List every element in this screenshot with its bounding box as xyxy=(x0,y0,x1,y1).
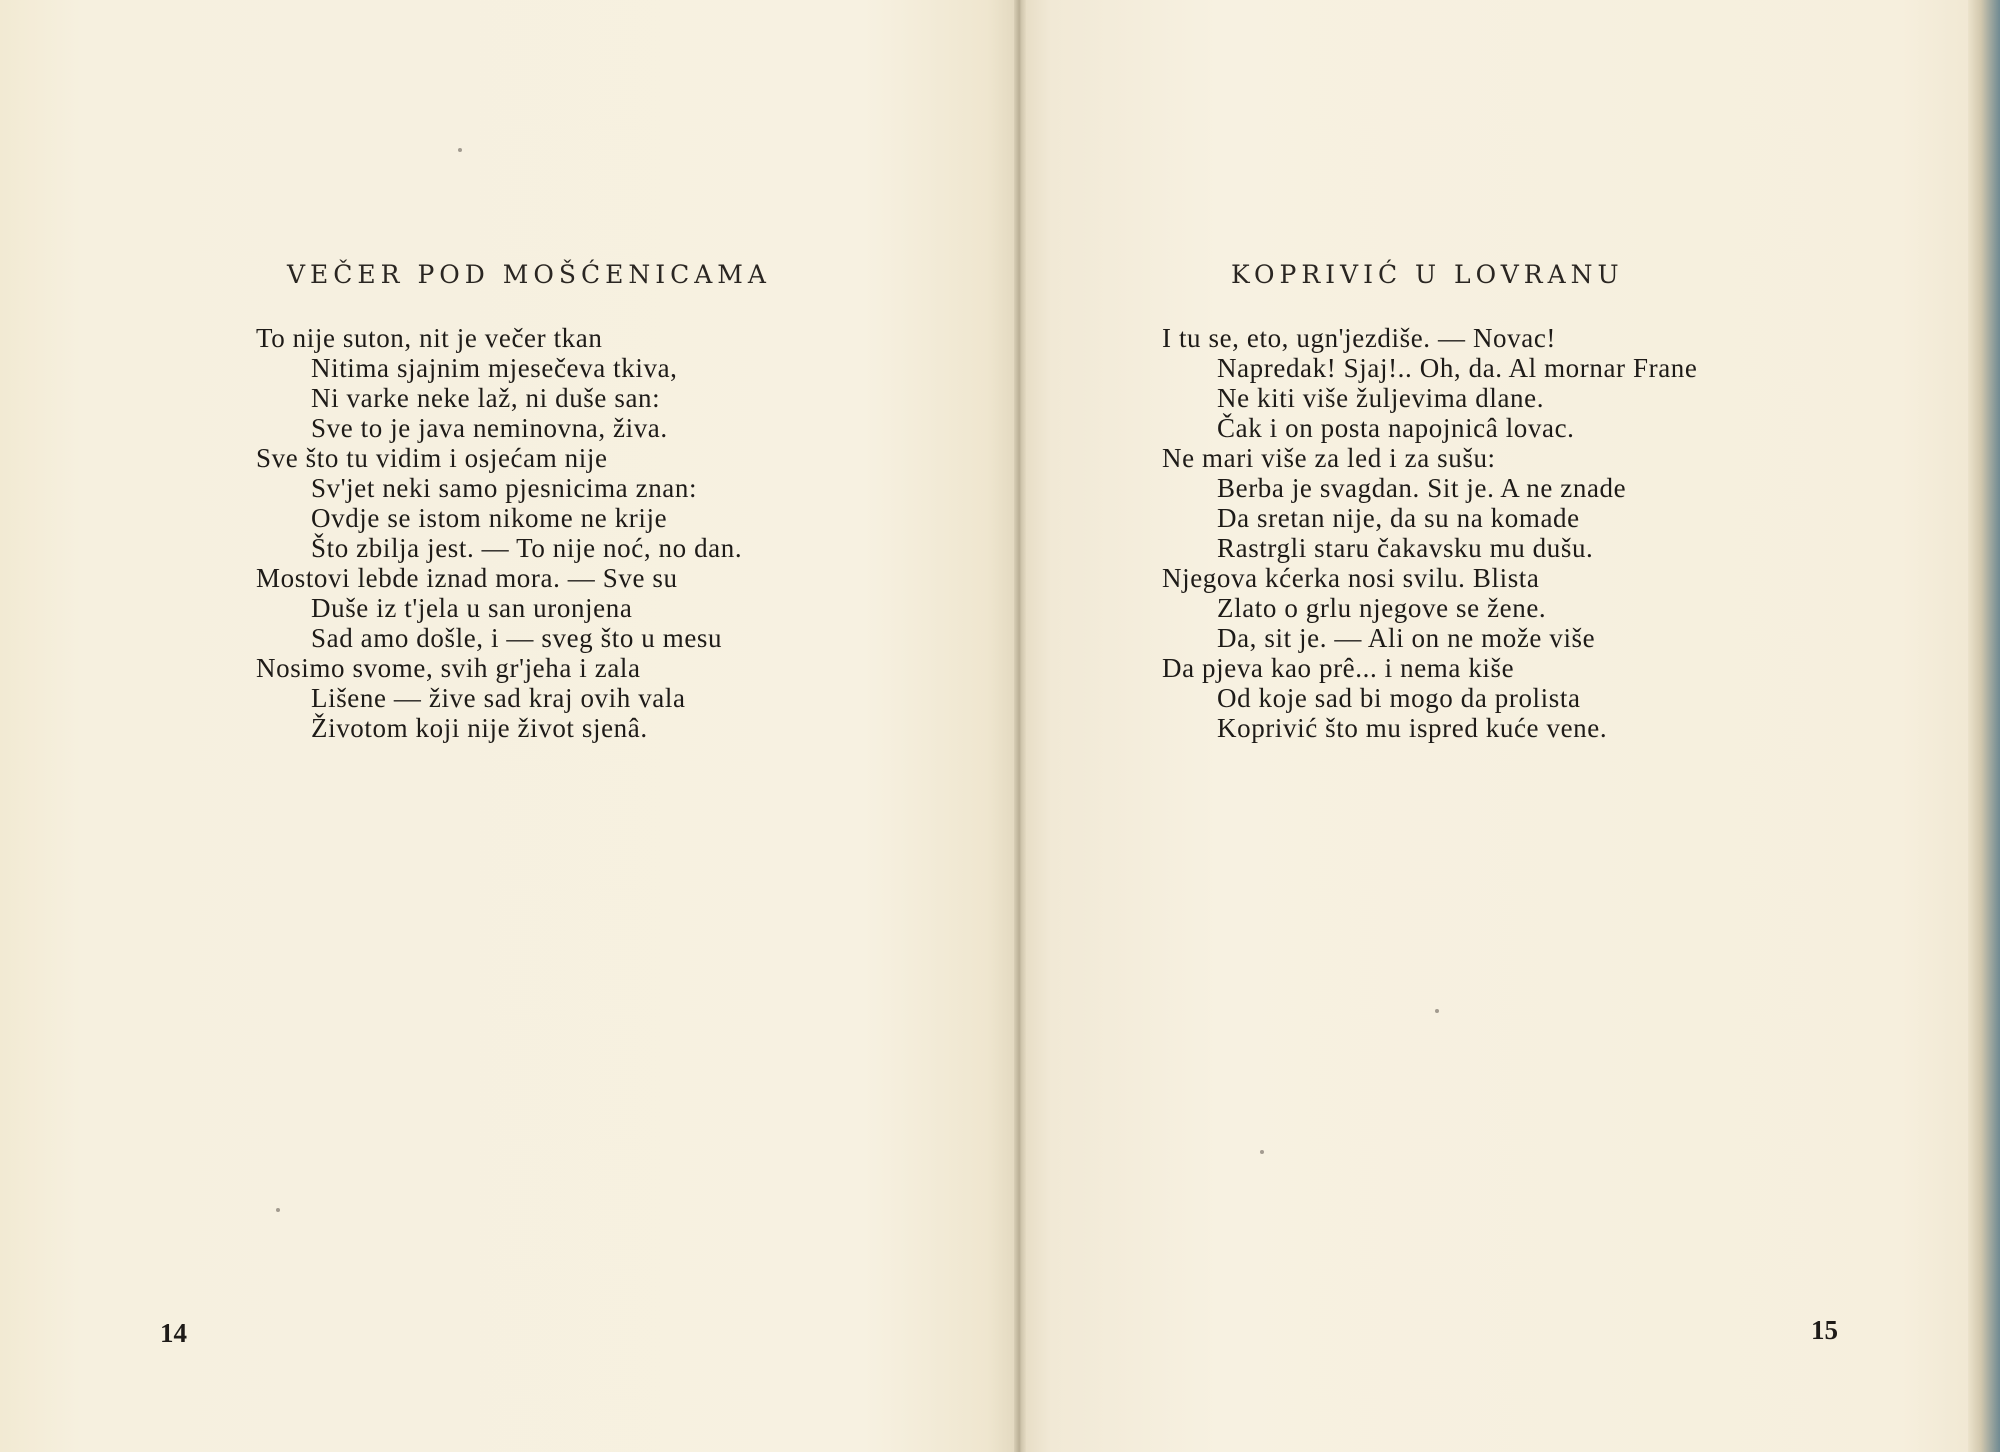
paper-speck xyxy=(1435,1009,1439,1013)
left-page-number: 14 xyxy=(160,1318,187,1348)
poem-line: Od koje sad bi mogo da prolista xyxy=(1217,683,1581,713)
poem-line: Da, sit je. — Ali on ne može više xyxy=(1217,623,1596,653)
poem-line: I tu se, eto, ugn'jezdiše. — Novac! xyxy=(1162,323,1557,353)
poem-line: Njegova kćerka nosi svilu. Blista xyxy=(1162,563,1540,593)
page-edge-shadow xyxy=(1968,0,2000,1452)
book-gutter xyxy=(1014,0,1026,1452)
poem-line: To nije suton, nit je večer tkan xyxy=(256,323,603,353)
right-page-number: 15 xyxy=(1811,1315,1838,1345)
poem-line: Sve što tu vidim i osjećam nije xyxy=(256,443,608,473)
poem-line: Što zbilja jest. — To nije noć, no dan. xyxy=(311,533,743,563)
paper-speck xyxy=(1260,1150,1264,1154)
poem-line: Sv'jet neki samo pjesnicima znan: xyxy=(311,473,698,503)
poem-line: Da pjeva kao prê... i nema kiše xyxy=(1162,653,1515,683)
poem-line: Zlato o grlu njegove se žene. xyxy=(1217,593,1547,623)
poem-line: Sad amo došle, i — sveg što u mesu xyxy=(311,623,723,653)
poem-line: Čak i on posta napojnicâ lovac. xyxy=(1217,413,1575,443)
right-page xyxy=(1022,0,2000,1452)
poem-line: Koprivić što mu ispred kuće vene. xyxy=(1217,713,1608,743)
poem-line: Sve to je java neminovna, živa. xyxy=(311,413,668,443)
poem-line: Berba je svagdan. Sit je. A ne znade xyxy=(1217,473,1627,503)
poem-line: Mostovi lebde iznad mora. — Sve su xyxy=(256,563,678,593)
poem-line: Napredak! Sjaj!.. Oh, da. Al mornar Frane xyxy=(1217,353,1698,383)
right-poem-body xyxy=(1162,323,1697,743)
poem-line: Ne kiti više žuljevima dlane. xyxy=(1217,383,1545,413)
poem-line: Ovdje se istom nikome ne krije xyxy=(311,503,668,533)
paper-speck xyxy=(458,148,462,152)
poem-line: Ne mari više za led i za sušu: xyxy=(1162,443,1496,473)
poem-line: Ni varke neke laž, ni duše san: xyxy=(311,383,661,413)
poem-line: Životom koji nije život sjenâ. xyxy=(311,713,648,743)
poem-line: Nitima sjajnim mjesečeva tkiva, xyxy=(311,353,678,383)
left-poem-body xyxy=(256,323,742,743)
poem-line: Lišene — žive sad kraj ovih vala xyxy=(311,683,686,713)
paper-speck xyxy=(276,1208,280,1212)
right-poem-title: KOPRIVIĆ U LOVRANU xyxy=(1231,260,1624,289)
poem-line: Duše iz t'jela u san uronjena xyxy=(311,593,633,623)
poem-line: Rastrgli staru čakavsku mu dušu. xyxy=(1217,533,1594,563)
poem-line: Nosimo svome, svih gr'jeha i zala xyxy=(256,653,641,683)
left-poem-title: VEČER POD MOŠĆENICAMA xyxy=(287,260,771,289)
poem-line: Da sretan nije, da su na komade xyxy=(1217,503,1580,533)
